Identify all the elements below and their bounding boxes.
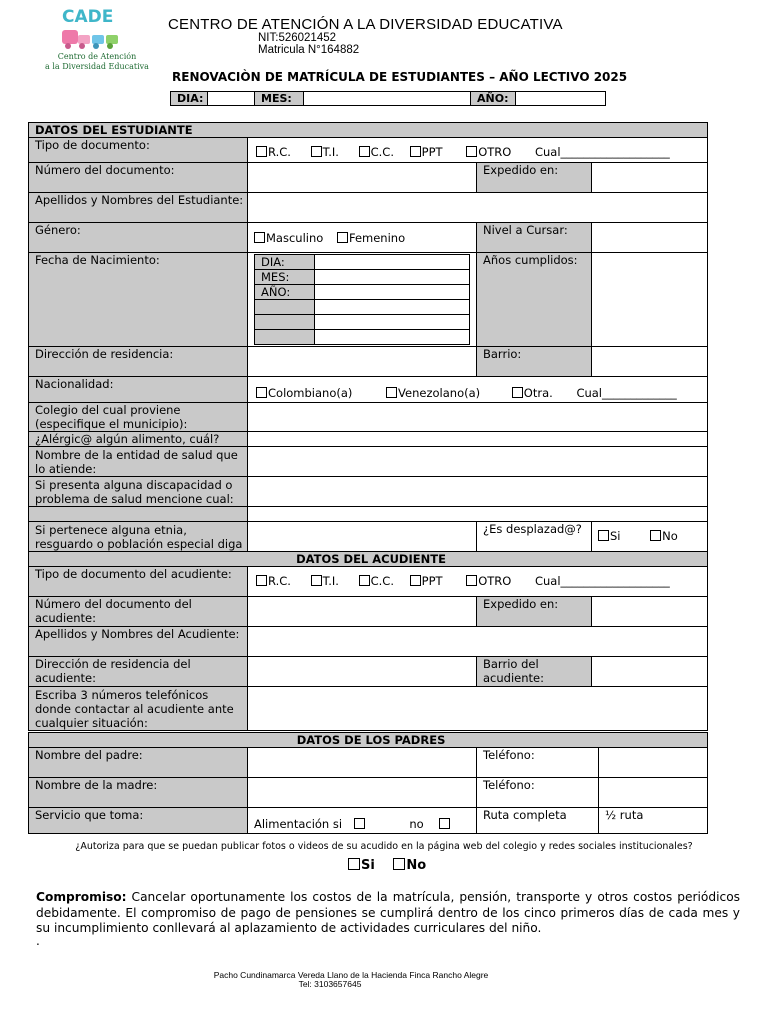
student-allergy-label: ¿Alérgic@ algún alimento, cuál? (29, 432, 248, 447)
checkbox-icon[interactable] (439, 818, 450, 829)
mother-name-field[interactable] (248, 778, 477, 808)
option-label: T.I. (322, 574, 339, 588)
footer-phone: Tel: 3103657645 (298, 979, 362, 989)
displaced-si[interactable] (598, 529, 621, 543)
checkbox-icon[interactable] (348, 858, 360, 870)
option-label: T.I. (322, 145, 339, 159)
student-health-field[interactable] (248, 447, 708, 477)
checkbox-icon[interactable] (466, 575, 477, 586)
student-address-field[interactable] (248, 347, 477, 377)
student-section-title: DATOS DEL ESTUDIANTE (29, 123, 708, 138)
student-doc-ppt[interactable] (410, 145, 443, 159)
birth-extra-label (255, 315, 315, 330)
guardian-doc-ppt[interactable] (410, 574, 443, 588)
displaced-no[interactable] (650, 529, 678, 543)
student-address-label: Dirección de residencia: (29, 347, 248, 377)
date-year-field[interactable] (516, 92, 606, 106)
option-label: No (406, 858, 427, 873)
guardian-address-field[interactable] (248, 657, 477, 687)
student-birth-label: Fecha de Nacimiento: (29, 253, 248, 347)
birth-year-field[interactable] (315, 285, 470, 300)
birth-year-label: AÑO: (255, 285, 315, 300)
student-disability-label: Si presenta alguna discapacidad o problema de salud mencione cual: (29, 477, 248, 507)
date-month-label: MES: (255, 92, 304, 106)
option-label: Masculino (266, 231, 324, 245)
institution-name: CENTRO DE ATENCIÓN A LA DIVERSIDAD EDUCATIVA (168, 16, 563, 33)
student-level-field[interactable] (592, 223, 708, 253)
student-gender-label: Género: (29, 223, 248, 253)
option-label: Si (610, 529, 621, 543)
footer-address: Pacho Cundinamarca Vereda Llano de la Hacienda Finca Rancho Alegre (213, 970, 489, 980)
student-doc-type-label: Tipo de documento: (29, 138, 248, 163)
guardian-section (28, 551, 708, 731)
option-label: Femenino (348, 231, 406, 245)
cade-logo (34, 4, 160, 74)
student-blank-field[interactable] (248, 507, 708, 522)
student-nationality-options (248, 377, 708, 403)
checkbox-icon[interactable] (256, 387, 267, 398)
student-barrio-label: Barrio: (477, 347, 592, 377)
student-doc-otro[interactable] (466, 145, 511, 159)
checkbox-icon[interactable] (386, 387, 397, 398)
checkbox-icon[interactable] (311, 575, 322, 586)
option-label: Si (361, 858, 375, 873)
student-doc-cual[interactable]: Cual___________________ (534, 145, 670, 159)
checkbox-icon[interactable] (410, 575, 421, 586)
service-label: Servicio que toma: (29, 808, 248, 834)
guardian-section-title: DATOS DEL ACUDIENTE (29, 552, 708, 567)
guardian-phones-field[interactable] (248, 687, 708, 731)
student-school-field[interactable] (248, 403, 708, 432)
birth-day-label: DIA: (255, 255, 315, 270)
logo-caption-1: Centro de Atención (57, 52, 137, 61)
birth-date-table (254, 254, 470, 345)
checkbox-icon[interactable] (650, 530, 661, 541)
student-ethnic-label: Si pertenece alguna etnia, resguardo o población especial diga (29, 522, 248, 566)
guardian-expedido-field[interactable] (592, 597, 708, 627)
checkbox-icon[interactable] (359, 575, 370, 586)
guardian-doc-cual[interactable]: Cual___________________ (534, 574, 670, 588)
half-route-option[interactable]: ½ ruta (599, 808, 708, 834)
option-label: No (662, 529, 678, 543)
student-school-label: Colegio del cual proviene (especifique el municipio): (29, 403, 248, 432)
student-allergy-field[interactable] (248, 432, 708, 447)
father-phone-field[interactable] (599, 748, 708, 778)
student-expedido-label: Expedido en: (477, 163, 592, 193)
authorization-no[interactable] (393, 858, 426, 873)
date-day-field[interactable] (208, 92, 255, 106)
logo-caption-2: a la Diversidad Educativa (45, 62, 149, 71)
mother-name-label: Nombre de la madre: (29, 778, 248, 808)
option-label: no (409, 817, 424, 831)
student-names-label: Apellidos y Nombres del Estudiante: (29, 193, 248, 223)
guardian-doc-rc[interactable] (256, 574, 291, 588)
student-disability-field[interactable] (248, 477, 708, 507)
nat-otra[interactable] (512, 386, 553, 400)
birth-month-label: MES: (255, 270, 315, 285)
commitment-text: Cancelar oportunamente los costos de la matrícula, pensión, transporte y otros costos periódicos debidamente. El compromiso de pago de pensiones se cumplirá dentro de los cinco primeros días de cada mes y su incumplimiento conllevará al aplazamiento de actividades curriculares del niño. (36, 890, 740, 935)
commitment-paragraph (36, 890, 740, 937)
option-label: Otra. (523, 386, 553, 400)
mother-phone-label: Teléfono: (477, 778, 599, 808)
student-doc-number-label: Número del documento: (29, 163, 248, 193)
nat-cual[interactable]: Cual_____________ (576, 386, 677, 400)
guardian-doc-number-label: Número del documento del acudiente: (29, 597, 248, 627)
student-gender-options (248, 223, 477, 253)
guardian-names-label: Apellidos y Nombres del Acudiente: (29, 627, 248, 657)
date-year-label: AÑO: (471, 92, 516, 106)
birth-month-field[interactable] (315, 270, 470, 285)
nat-colombiano[interactable] (256, 386, 352, 400)
birth-extra-field[interactable] (315, 315, 470, 330)
option-label: C.C. (370, 574, 394, 588)
date-month-field[interactable] (304, 92, 471, 106)
guardian-phones-label: Escriba 3 números telefónicos donde contactar al acudiente ante cualquier situación: (29, 687, 248, 731)
gender-femenino[interactable] (337, 231, 405, 245)
parents-section (28, 732, 708, 834)
birth-extra-label (255, 330, 315, 345)
student-names-field[interactable] (248, 193, 708, 223)
parents-section-title: DATOS DE LOS PADRES (29, 733, 708, 748)
guardian-barrio-label: Barrio del acudiente: (477, 657, 592, 687)
student-birth-grid (248, 253, 477, 347)
checkbox-icon[interactable] (254, 232, 265, 243)
date-day-label: DIA: (171, 92, 208, 106)
nit: NIT:526021452 (258, 32, 337, 44)
form-title: RENOVACIÒN DE MATRÍCULA DE ESTUDIANTES – AÑO LECTIVO 2025 (172, 70, 628, 84)
authorization-options (348, 858, 426, 873)
checkbox-icon[interactable] (354, 818, 365, 829)
birth-extra-label (255, 300, 315, 315)
father-name-field[interactable] (248, 748, 477, 778)
checkbox-icon[interactable] (256, 575, 267, 586)
student-age-field[interactable] (592, 253, 708, 347)
father-phone-label: Teléfono: (477, 748, 599, 778)
checkbox-icon[interactable] (256, 146, 267, 157)
checkbox-icon[interactable] (410, 146, 421, 157)
guardian-doc-type-label: Tipo de documento del acudiente: (29, 567, 248, 597)
checkbox-icon[interactable] (393, 858, 405, 870)
gender-masculino[interactable] (254, 231, 323, 245)
student-health-label: Nombre de la entidad de salud que lo atiende: (29, 447, 248, 477)
nat-venezolano[interactable] (386, 386, 480, 400)
checkbox-icon[interactable] (466, 146, 477, 157)
matricula-number: Matricula N°164882 (258, 44, 360, 56)
checkbox-icon[interactable] (337, 232, 348, 243)
option-label: PPT (421, 574, 443, 588)
authorization-question: ¿Autoriza para que se puedan publicar fotos o videos de su acudido en la página web del colegio y redes sociales institucionales? (75, 841, 693, 852)
food-no[interactable] (409, 817, 451, 831)
student-doc-number-field[interactable] (248, 163, 477, 193)
student-age-label: Años cumplidos: (477, 253, 592, 347)
food-si[interactable] (254, 817, 366, 831)
guardian-barrio-field[interactable] (592, 657, 708, 687)
checkbox-icon[interactable] (359, 146, 370, 157)
date-table (170, 91, 606, 106)
option-label: OTRO (478, 145, 512, 159)
checkbox-icon[interactable] (512, 387, 523, 398)
option-label: OTRO (478, 574, 512, 588)
birth-extra-field[interactable] (315, 300, 470, 315)
commitment-label: Compromiso: (36, 890, 127, 904)
student-section (28, 122, 708, 566)
option-label: C.C. (370, 145, 394, 159)
guardian-doc-ti[interactable] (311, 574, 339, 588)
student-blank-label (29, 507, 248, 522)
guardian-doc-cc[interactable] (359, 574, 394, 588)
student-barrio-field[interactable] (592, 347, 708, 377)
guardian-address-label: Dirección de residencia del acudiente: (29, 657, 248, 687)
checkbox-icon[interactable] (598, 530, 609, 541)
checkbox-icon[interactable] (311, 146, 322, 157)
logo-text: CADE (62, 7, 114, 27)
student-displaced-label: ¿Es desplazad@? (477, 522, 592, 566)
authorization-si[interactable] (348, 858, 375, 873)
birth-day-field[interactable] (315, 255, 470, 270)
father-name-label: Nombre del padre: (29, 748, 248, 778)
guardian-doc-number-field[interactable] (248, 597, 477, 627)
student-doc-type-options (248, 138, 708, 163)
full-route-option[interactable]: Ruta completa (477, 808, 599, 834)
student-doc-ti[interactable] (311, 145, 339, 159)
birth-extra-field[interactable] (315, 330, 470, 345)
guardian-doc-type-options (248, 567, 708, 597)
student-level-label: Nivel a Cursar: (477, 223, 592, 253)
option-label: Colombiano(a) (268, 386, 353, 400)
student-expedido-field[interactable] (592, 163, 708, 193)
option-label: R.C. (268, 574, 291, 588)
option-label: R.C. (268, 145, 291, 159)
mother-phone-field[interactable] (599, 778, 708, 808)
commitment-dot: . (36, 934, 40, 948)
student-doc-rc[interactable] (256, 145, 291, 159)
option-label: Alimentación si (254, 817, 343, 831)
service-food-options (248, 808, 477, 834)
guardian-doc-otro[interactable] (466, 574, 511, 588)
option-label: PPT (421, 145, 443, 159)
option-label: Venezolano(a) (398, 386, 481, 400)
guardian-names-field[interactable] (248, 627, 708, 657)
student-doc-cc[interactable] (359, 145, 394, 159)
guardian-expedido-label: Expedido en: (477, 597, 592, 627)
student-nationality-label: Nacionalidad: (29, 377, 248, 403)
